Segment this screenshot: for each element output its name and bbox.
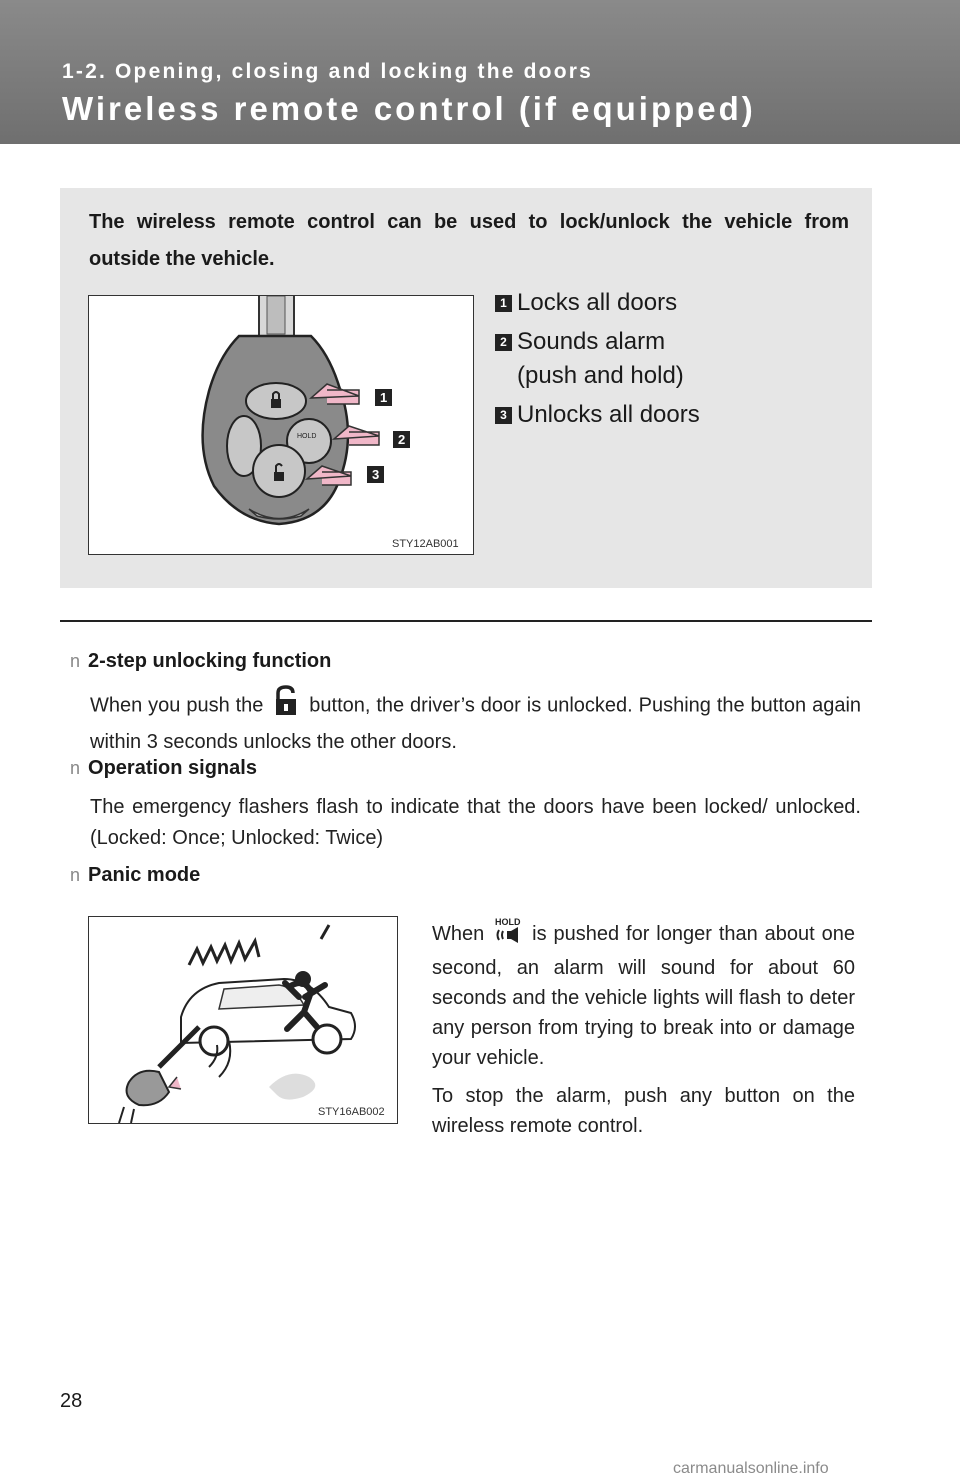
panic-heading bbox=[70, 864, 200, 887]
divider bbox=[60, 620, 872, 622]
bullet-marker: n bbox=[70, 865, 81, 885]
watermark: carmanualsonline.info bbox=[673, 1460, 829, 1477]
panic-heading-text: Panic mode bbox=[88, 864, 201, 886]
two-step-heading-text: 2-step unlocking function bbox=[88, 650, 332, 672]
legend bbox=[495, 286, 855, 437]
legend-item-1 bbox=[495, 286, 855, 320]
key-fob-figure bbox=[88, 295, 474, 555]
legend-number: 2 bbox=[495, 334, 512, 351]
legend-label: Locks all doors bbox=[517, 289, 678, 316]
panic-text bbox=[432, 916, 855, 1149]
panic-figure bbox=[88, 916, 398, 1124]
signals-heading-text: Operation signals bbox=[88, 757, 257, 779]
legend-sublabel: (push and hold) bbox=[517, 362, 684, 389]
callout-3: 3 bbox=[372, 467, 380, 482]
signals-heading bbox=[70, 757, 257, 780]
key-fob-illustration bbox=[89, 296, 473, 554]
panic-paragraph-1 bbox=[432, 916, 855, 1073]
legend-label: Unlocks all doors bbox=[517, 401, 700, 428]
section-title: 1-2. Opening, closing and locking the doors bbox=[62, 60, 593, 83]
signals-text: The emergency flashers flash to indicate that the doors have been locked/ unlocked. (Locked: Once; Unlocked: Twice) bbox=[90, 796, 861, 849]
legend-label-group bbox=[517, 325, 684, 393]
intro-text: The wireless remote control can be used to lock/unlock the vehicle from outside the vehicle. bbox=[89, 211, 849, 270]
callout-2: 2 bbox=[398, 432, 406, 447]
panic-paragraph-2: To stop the alarm, push any button on the wireless remote control. bbox=[432, 1085, 855, 1137]
panic-figure-code: STY16AB002 bbox=[318, 1106, 385, 1118]
two-step-heading bbox=[70, 650, 331, 673]
page-title: Wireless remote control (if equipped) bbox=[62, 90, 756, 127]
two-step-text-before: When you push the bbox=[90, 694, 264, 717]
panic-illustration bbox=[89, 917, 397, 1123]
page-number: 28 bbox=[60, 1390, 83, 1412]
panic-text-before: When bbox=[432, 922, 485, 945]
legend-item-2 bbox=[495, 325, 855, 393]
legend-label: Sounds alarm bbox=[517, 328, 666, 355]
two-step-text-after: button, the driver’s door is unlocked. Pushing the button again within 3 seconds unlocks the other doors. bbox=[90, 694, 862, 753]
intro-box bbox=[60, 188, 872, 588]
bullet-marker: n bbox=[70, 651, 81, 671]
hold-icon-label: HOLD bbox=[495, 917, 521, 927]
page-header bbox=[0, 0, 960, 144]
legend-item-3 bbox=[495, 398, 855, 432]
unlock-icon bbox=[269, 685, 303, 727]
hold-alarm-icon bbox=[491, 916, 525, 953]
figure-code: STY12AB001 bbox=[392, 538, 459, 550]
panic-text-after: is pushed for longer than about one second, an alarm will sound for about 60 seconds and the vehicle lights will flash to deter any person from trying to break into or damage your vehicle. bbox=[432, 922, 856, 1069]
key-hold-label: HOLD bbox=[297, 433, 317, 440]
legend-number: 3 bbox=[495, 407, 512, 424]
callout-1: 1 bbox=[380, 390, 388, 405]
bullet-marker: n bbox=[70, 758, 81, 778]
legend-number: 1 bbox=[495, 295, 512, 312]
two-step-text bbox=[90, 685, 861, 758]
